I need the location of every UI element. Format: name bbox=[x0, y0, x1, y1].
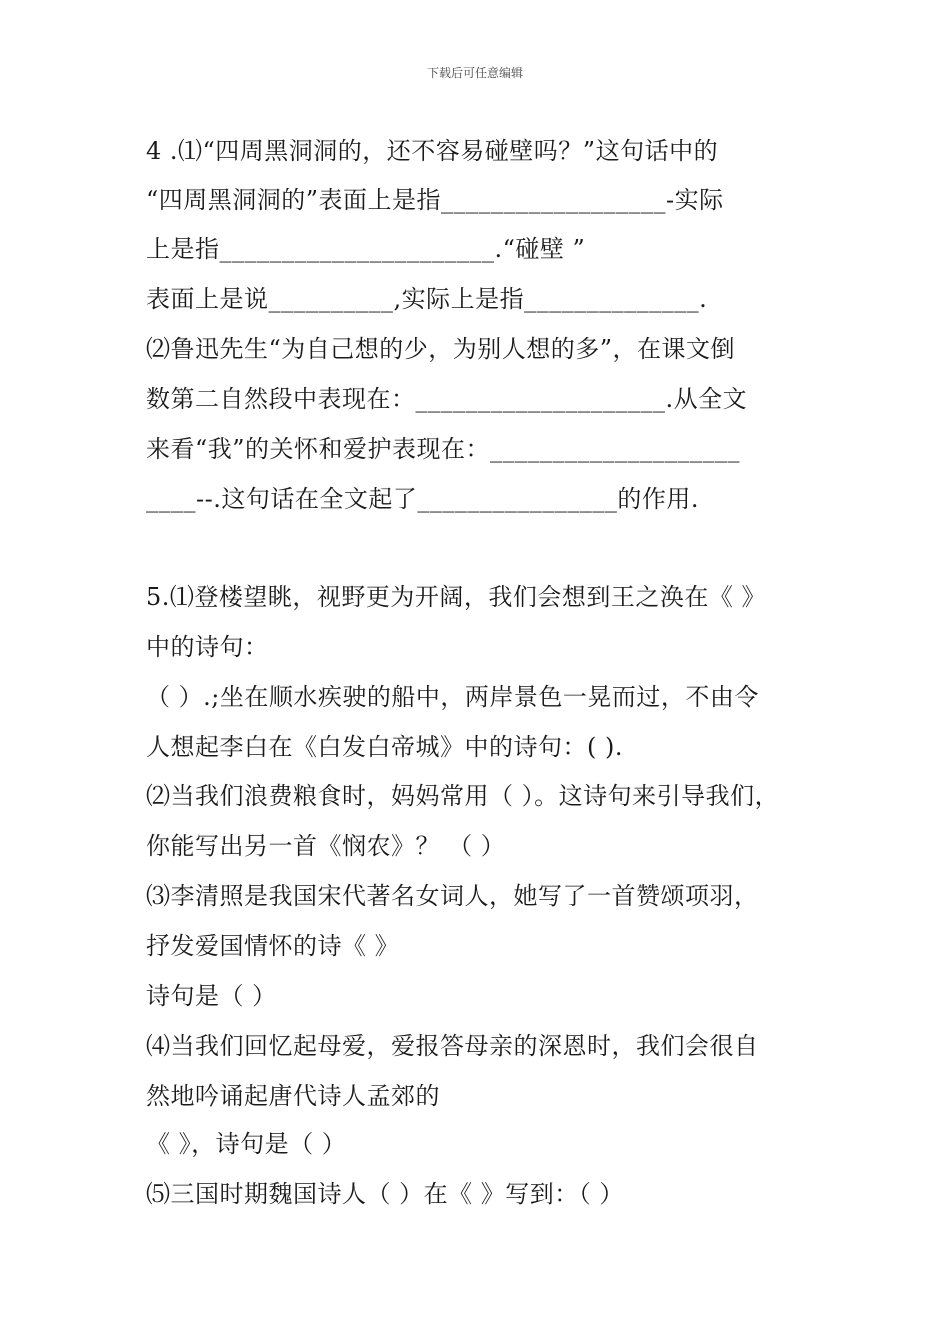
page-header: 下载后可任意编辑 bbox=[426, 66, 523, 80]
text-line: 中的诗句： bbox=[146, 633, 269, 661]
text-line: 来看“我”的关怀和爱护表现在：____________________ bbox=[146, 435, 741, 463]
text-line: “四周黑洞洞的”表面上是指__________________-实际 bbox=[146, 186, 724, 214]
text-line: 抒发爱国情怀的诗《 》 bbox=[146, 932, 400, 960]
text-line: 数第二自然段中表现在：____________________.从全文 bbox=[146, 385, 748, 413]
text-line: ⑷当我们回忆起母爱，爱报答母亲的深恩时，我们会很自 bbox=[146, 1032, 759, 1060]
text-line: ____--.这句话在全文起了________________的作用. bbox=[146, 485, 699, 513]
text-line: ⑵鲁迅先生“为自己想的少，为别人想的多”，在课文倒 bbox=[146, 335, 736, 363]
text-line: 然地吟诵起唐代诗人孟郊的 bbox=[146, 1082, 440, 1110]
text-line: ⑵当我们浪费粮食时，妈妈常用（ ）。这诗句来引导我们， bbox=[146, 782, 780, 810]
text-line: （ ）.;坐在顺水疾驶的船中，两岸景色一晃而过，不由令 bbox=[146, 683, 759, 711]
text-line: ⑶李清照是我国宋代著名女词人，她写了一首赞颂项羽， bbox=[146, 882, 759, 910]
text-line: 诗句是（ ） bbox=[146, 982, 277, 1010]
text-line: 上是指______________________.“碰壁 ” bbox=[146, 235, 586, 263]
text-line: 你能写出另一首《悯农》？ （ ） bbox=[146, 832, 506, 860]
text-line: 4 .⑴“四周黑洞洞的，还不容易碰壁吗？”这句话中的 bbox=[146, 137, 719, 165]
text-line: 5.⑴登楼望眺，视野更为开阔，我们会想到王之涣在《 》 bbox=[146, 583, 767, 611]
text-line: ⑸三国时期魏国诗人（ ）在《 》写到：（ ） bbox=[146, 1180, 624, 1208]
text-line: 人想起李白在《白发白帝城》中的诗句：( ). bbox=[146, 733, 623, 761]
text-line: 表面上是说__________,实际上是指______________. bbox=[146, 285, 708, 313]
text-line: 《 》，诗句是（ ） bbox=[146, 1130, 347, 1158]
